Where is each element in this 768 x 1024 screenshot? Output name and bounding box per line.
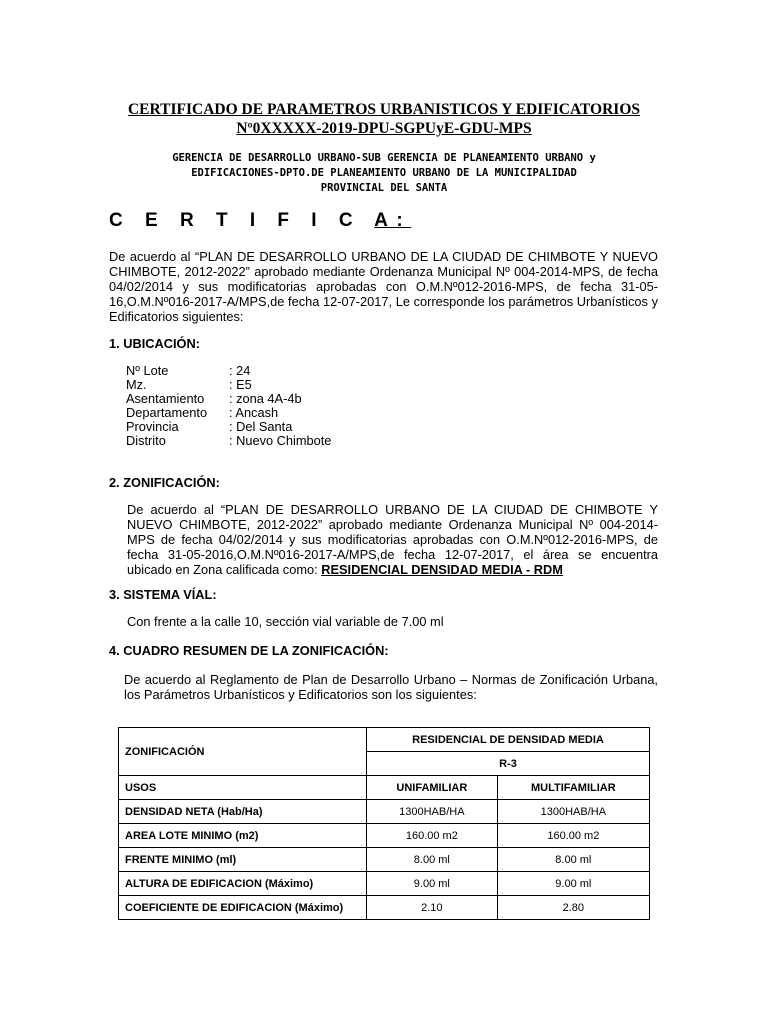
table-row [119,872,650,896]
zonificacion-paragraph [127,502,658,577]
issuer-line-2: EDIFICACIONES-DPTO.DE PLANEAMIENTO URBANO DE LA MUNICIPALIDAD [191,167,577,179]
ubicacion-value: : Nuevo Chimbote [229,433,332,448]
intro-paragraph: De acuerdo al “PLAN DE DESARROLLO URBANO DE LA CIUDAD DE CHIMBOTE Y NUEVO CHIMBOTE, 2012-2022” aprobado mediante Ordenanza Municipal Nº 004-2014-MPS, de fecha 04/02/2014 y sus modificatorias aprobadas con O.M.Nº012-2016-MPS, de fecha 31-05-16,O.M.Nº016-2017-A/MPS,de fecha 12-07-2017, Le corresponde los parámetros Urbanísticos y Edificatorios siguientes: [109,249,658,324]
multifamiliar-value-cell: 8.00 ml [497,848,649,872]
ubicacion-row [126,406,331,420]
ubicacion-key: Distrito [126,433,166,448]
multifamiliar-value-cell: 2.80 [497,896,649,920]
zonificacion-text: De acuerdo al “PLAN DE DESARROLLO URBANO DE LA CIUDAD DE CHIMBOTE Y NUEVO CHIMBOTE, 2012-2022” aprobado mediante Ordenanza Municipal Nº 004-2014-MPS de fecha 04/02/2014 y sus modificatorias aprobadas con O.M.Nº012-2016-MPS, de fecha 31-05-2016,O.M.Nº016-2017-A/MPS,de fecha 12-07-2017, el área se encuentra ubicado en Zona calificada como: [127,502,658,577]
param-label-cell: AREA LOTE MINIMO (m2) [119,824,367,848]
zone-name-cell: RESIDENCIAL DE DENSIDAD MEDIA [367,728,650,752]
ubicacion-key: Departamento [126,405,208,420]
multifamiliar-value-cell: 9.00 ml [497,872,649,896]
ubicacion-value: : zona 4A-4b [229,391,302,406]
zonificacion-heading: 2. ZONIFICACIÓN: [109,475,220,490]
zone-classification: RESIDENCIAL DENSIDAD MEDIA - RDM [321,562,563,577]
ubicacion-key: Asentamiento [126,391,205,406]
ubicacion-row [126,378,331,392]
ubicacion-key: Provincia [126,419,179,434]
cuadro-intro: De acuerdo al Reglamento de Plan de Desarrollo Urbano – Normas de Zonificación Urbana, los Parámetros Urbanísticos y Edificatorios son los siguientes: [124,672,658,702]
multifamiliar-value-cell: 160.00 m2 [497,824,649,848]
param-label-cell: ALTURA DE EDIFICACION (Máximo) [119,872,367,896]
unifamiliar-value-cell: 9.00 ml [367,872,498,896]
table-row [119,728,650,752]
ubicacion-row [126,364,331,378]
ubicacion-value: : Del Santa [229,419,293,434]
unifamiliar-value-cell: 8.00 ml [367,848,498,872]
sistema-vial-heading: 3. SISTEMA VÍAL: [109,587,217,602]
ubicacion-value: : Ancash [229,405,279,420]
unifamiliar-value-cell: 2.10 [367,896,498,920]
certifica-underlined: A: [374,210,412,231]
param-label-cell: FRENTE MINIMO (ml) [119,848,367,872]
param-label-cell: DENSIDAD NETA (Hab/Ha) [119,800,367,824]
table-row [119,896,650,920]
multifamiliar-header: MULTIFAMILIAR [497,776,649,800]
param-label-cell: COEFICIENTE DE EDIFICACION (Máximo) [119,896,367,920]
multifamiliar-value-cell: 1300HAB/HA [497,800,649,824]
ubicacion-row [126,420,331,434]
certificate-title: CERTIFICADO DE PARAMETROS URBANISTICOS Y EDIFICATORIOS [127,101,641,118]
ubicacion-heading: 1. UBICACIÓN: [109,336,201,351]
ubicacion-row [126,434,331,448]
ubicacion-value: : E5 [229,377,252,392]
table-row [119,800,650,824]
ubicacion-list [126,364,331,448]
certifica-heading [109,210,411,232]
sistema-vial-text: Con frente a la calle 10, sección vial variable de 7.00 ml [127,614,444,629]
ubicacion-key: Nº Lote [126,363,169,378]
certificate-number: Nº0XXXXX-2019-DPU-SGPUyE-GDU-MPS [236,120,532,137]
zone-code-cell: R-3 [367,752,650,776]
unifamiliar-header: UNIFAMILIAR [367,776,498,800]
issuer-line-1: GERENCIA DE DESARROLLO URBANO-SUB GERENCIA DE PLANEAMIENTO URBANO y [172,152,596,164]
zonificacion-label-cell: ZONIFICACIÓN [119,728,367,776]
ubicacion-value: : 24 [229,363,251,378]
zonificacion-table [118,727,650,920]
unifamiliar-value-cell: 160.00 m2 [367,824,498,848]
ubicacion-key: Mz. [126,377,147,392]
certifica-spaced: C E R T I F I C [109,210,375,231]
table-row [119,848,650,872]
cuadro-heading: 4. CUADRO RESUMEN DE LA ZONIFICACIÓN: [109,643,389,658]
issuer-line-3: PROVINCIAL DEL SANTA [320,182,448,194]
unifamiliar-value-cell: 1300HAB/HA [367,800,498,824]
table-row [119,824,650,848]
ubicacion-row [126,392,331,406]
usos-label-cell: USOS [119,776,367,800]
table-row [119,776,650,800]
